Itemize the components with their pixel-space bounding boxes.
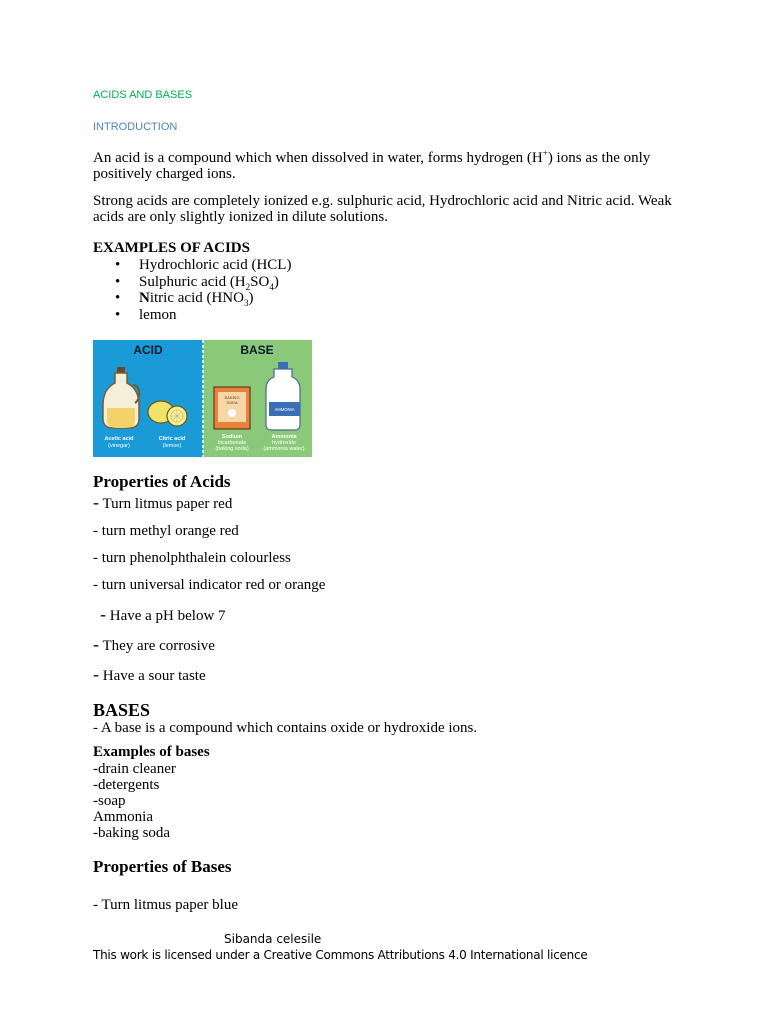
footer-author: Sibanda celesile (224, 932, 322, 946)
list-item: • Nitric acid $(HNO_3)$ (115, 290, 291, 307)
examples-of-acids-heading: EXAMPLES OF ACIDS (93, 240, 250, 256)
acid-property-4: - turn universal indicator red or orange (93, 577, 326, 593)
base-example: -baking soda (93, 825, 171, 841)
acetic-acid-sublabel: (vinegar) (108, 443, 130, 449)
intro-paragraph-1-line-1: An acid is a compound which when dissolved in water, forms hydrogen (H+) ions as the only (93, 148, 651, 166)
citric-acid-label: Citric acid (158, 436, 186, 442)
base-example: -soap (93, 793, 126, 809)
ammonia-hydroxide-label: Ammonia (271, 434, 297, 440)
box-label-line-2: SODA (226, 400, 238, 405)
base-example: Ammonia (93, 809, 153, 825)
examples-of-bases-heading: Examples of bases (93, 744, 210, 760)
acid-property-5: - Have a pH below 7 (100, 604, 226, 624)
list-item: • Sulphuric acid $(H_2SO_4)$ (115, 274, 291, 291)
footer-license: This work is licensed under a Creative Commons Attributions 4.0 International licence (93, 948, 588, 962)
bases-definition: - A base is a compound which contains oxide or hydroxide ions. (93, 720, 478, 736)
sodium-bicarbonate-sublabel-2: (baking soda) (215, 446, 249, 452)
citric-acid-sublabel: (lemon) (162, 443, 182, 449)
box-label-line-1: BAKING (224, 395, 240, 400)
sodium-bicarbonate-label: Sodium (221, 434, 243, 440)
acid-property-2: - turn methyl orange red (93, 523, 239, 539)
intro-paragraph-1-line-2: positively charged ions. (93, 166, 236, 182)
sodium-bicarbonate-sublabel-1: bicarbonate (217, 440, 247, 446)
acid-base-illustration (93, 340, 312, 457)
bases-heading: BASES (93, 700, 151, 720)
acid-property-3: - turn phenolphthalein colourless (93, 550, 291, 566)
base-panel-label: BASE (240, 343, 274, 357)
acid-panel-label: ACID (133, 343, 163, 357)
acid-examples-list (115, 257, 291, 324)
properties-of-bases-heading: Properties of Bases (93, 857, 232, 876)
acid-property-6: - They are corrosive (93, 634, 215, 654)
acid-property-1: - Turn litmus paper red (93, 492, 233, 512)
bottle-label: AMMONIA (274, 407, 295, 412)
baking-soda-box-icon (214, 387, 250, 429)
acetic-acid-label: Acetic acid (104, 436, 134, 442)
acid-property-7: - Have a sour taste (93, 664, 206, 684)
list-item: • Hydrochloric acid (HCL) (115, 257, 291, 274)
introduction-heading: INTRODUCTION (93, 121, 178, 133)
base-example: -drain cleaner (93, 761, 176, 777)
base-property-1: - Turn litmus paper blue (93, 897, 238, 913)
base-example: -detergents (93, 777, 160, 793)
ammonia-hydroxide-sublabel-2: (ammonia water) (263, 446, 305, 452)
ammonia-hydroxide-sublabel-1: hydroxide (272, 440, 296, 446)
intro-paragraph-2-line-1: Strong acids are completely ionized e.g. sulphuric acid, Hydrochloric acid and Nitric acid. Weak (93, 193, 672, 209)
list-item: • lemon (115, 307, 291, 324)
properties-of-acids-heading: Properties of Acids (93, 472, 231, 491)
document-title: ACIDS AND BASES (93, 89, 193, 101)
intro-paragraph-2-line-2: acids are only slightly ionized in dilute solutions. (93, 209, 388, 225)
